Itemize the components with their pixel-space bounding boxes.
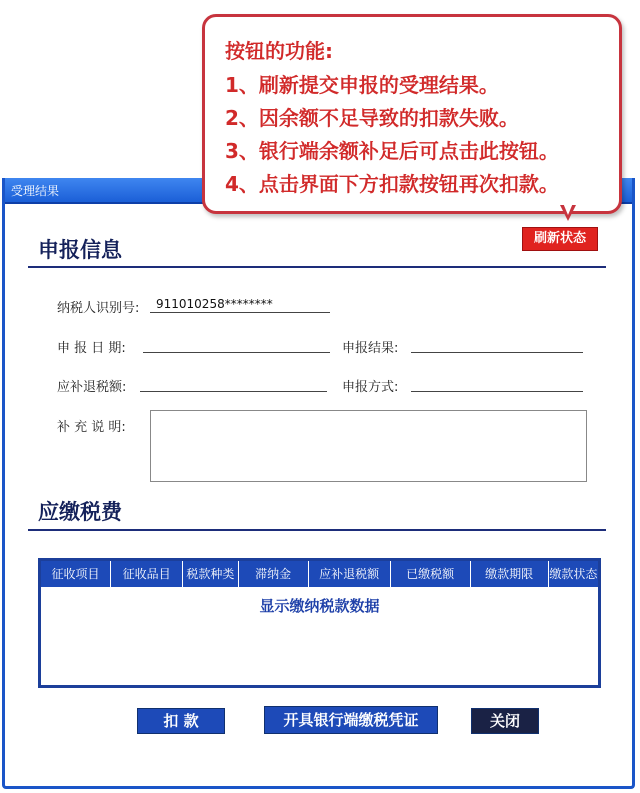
declaration-section-title: 申报信息 <box>38 238 122 262</box>
column-header: 应补退税额 <box>309 561 391 587</box>
callout-line: 2、因余额不足导致的扣款失败。 <box>225 106 519 130</box>
declaration-result-field <box>411 336 583 353</box>
column-header: 滞纳金 <box>239 561 309 587</box>
taxes-table <box>38 558 601 688</box>
issue-voucher-button[interactable]: 开具银行端缴税凭证 <box>264 706 438 734</box>
column-header: 已缴税额 <box>391 561 471 587</box>
column-header: 征收品目 <box>111 561 183 587</box>
result-window <box>2 178 635 789</box>
declaration-date-label: 申 报 日 期: <box>57 341 126 356</box>
declaration-method-label: 申报方式: <box>342 380 399 395</box>
deduct-button[interactable]: 扣 款 <box>137 708 225 734</box>
refund-amount-field <box>140 375 327 392</box>
column-header: 缴款期限 <box>471 561 549 587</box>
column-header: 征收项目 <box>41 561 111 587</box>
refund-amount-label: 应补退税额: <box>57 380 127 395</box>
declaration-result-label: 申报结果: <box>342 341 399 356</box>
callout-pointer-inner <box>563 203 573 215</box>
taxes-divider <box>28 529 606 531</box>
callout-line: 1、刷新提交申报的受理结果。 <box>225 73 499 97</box>
window-title: 受理结果 <box>11 184 60 198</box>
declaration-date-field <box>143 336 330 353</box>
callout-line: 4、点击界面下方扣款按钮再次扣款。 <box>225 172 559 196</box>
note-textarea[interactable] <box>150 410 587 482</box>
taxpayer-id-label: 纳税人识别号: <box>57 301 140 316</box>
taxes-empty-message: 显示缴纳税款数据 <box>259 597 380 615</box>
taxpayer-id-value: 911010258******** <box>156 297 273 311</box>
taxes-table-header <box>41 561 598 587</box>
close-button[interactable]: 关闭 <box>471 708 539 734</box>
annotation-callout <box>202 14 622 214</box>
refresh-status-button[interactable]: 刷新状态 <box>522 227 598 251</box>
taxes-section-title: 应缴税费 <box>38 500 122 524</box>
column-header: 缴款状态 <box>549 567 598 581</box>
callout-heading: 按钮的功能: <box>225 39 333 63</box>
note-label: 补 充 说 明: <box>57 420 126 435</box>
column-header: 税款种类 <box>183 561 238 587</box>
callout-line: 3、银行端余额补足后可点击此按钮。 <box>225 139 559 163</box>
declaration-method-field <box>411 375 583 392</box>
declaration-divider <box>28 266 606 268</box>
